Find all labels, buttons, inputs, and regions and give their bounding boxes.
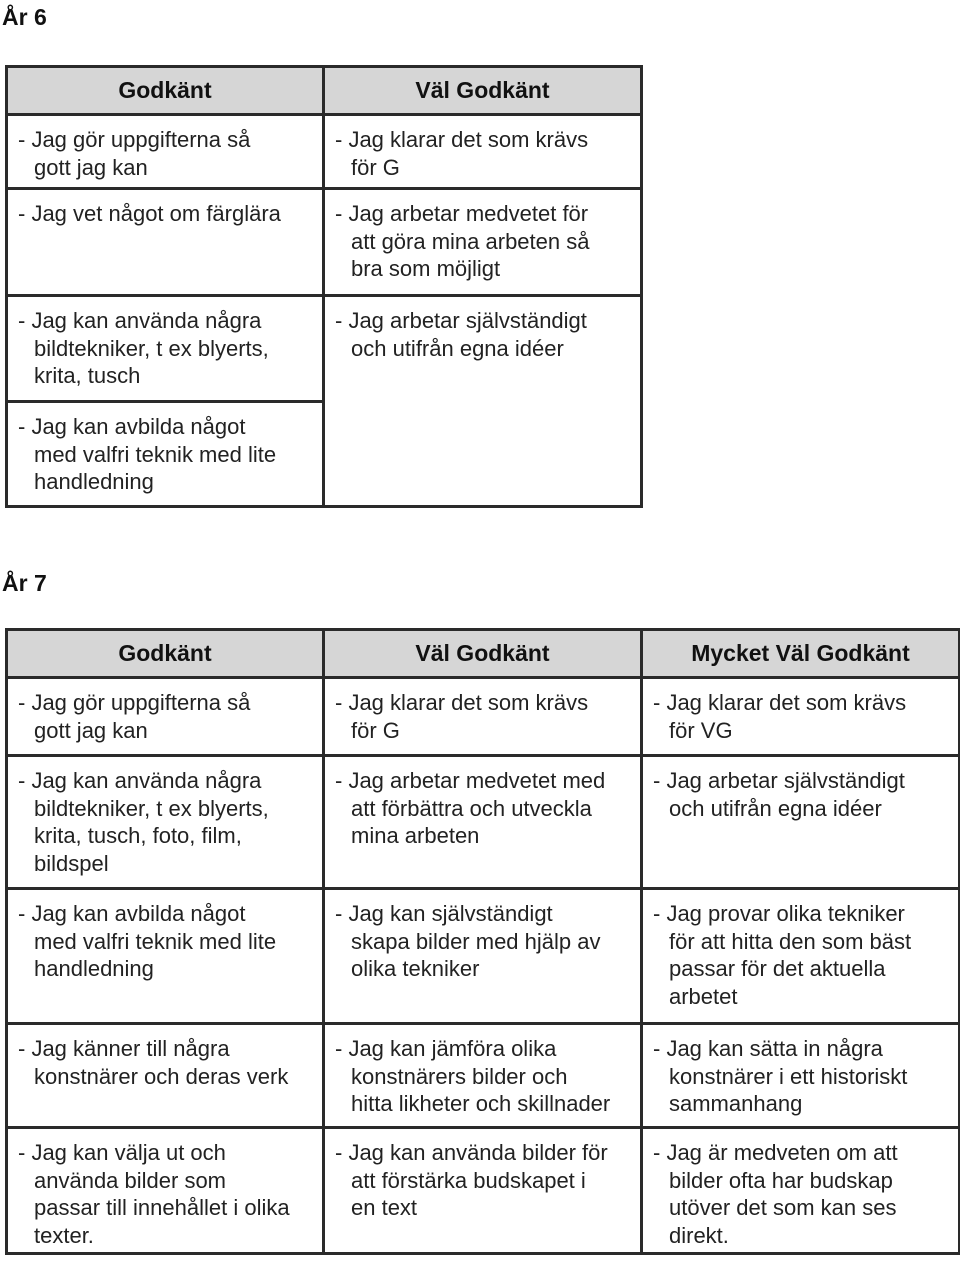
criterion-text: - Jag gör uppgifterna så gott jag kan [18,690,251,743]
table-row [7,1024,960,1128]
criterion-text: - Jag arbetar medvetet för att göra mina arbeten så bra som möjligt [335,201,590,281]
year7-heading: År 7 [2,570,47,596]
table-cell [7,115,324,189]
table-cell [324,1128,642,1254]
table-cell [324,756,642,889]
column-header-godkant: Godkänt [7,67,324,115]
criterion-text: - Jag kan avbilda något med valfri teknik med lite handledning [18,414,277,494]
criterion-text: - Jag vet något om färglära [18,201,281,226]
table-cell [7,756,324,889]
criterion-text: - Jag kan använda några bildtekniker, t ex blyerts, krita, tusch, foto, film, bildspel [18,768,269,876]
table-cell [7,1128,324,1254]
table-row [7,889,960,1024]
table-cell [7,189,324,296]
criterion-text: - Jag kan självständigt skapa bilder med hjälp av olika tekniker [335,901,601,981]
table-row [7,296,642,402]
criterion-text: - Jag provar olika tekniker för att hitta den som bäst passar för det aktuella arbetet [653,901,912,1009]
criterion-text: - Jag är medveten om att bilder ofta har budskap utöver det som kan ses direkt. [653,1140,898,1248]
criterion-text: - Jag kan välja ut och använda bilder som passar till innehållet i olika texter. [18,1140,290,1248]
criterion-text: - Jag kan sätta in några konstnärer i ett historiskt sammanhang [653,1036,908,1116]
table-cell [642,1128,960,1254]
table-cell [324,189,642,296]
year7-grade-table [5,628,960,1255]
criterion-text: - Jag arbetar självständigt och utifrån egna idéer [335,308,587,361]
header-row [7,630,960,678]
criterion-text: - Jag klarar det som krävs för VG [653,690,907,743]
column-header-val-godkant: Väl Godkänt [324,630,642,678]
criterion-text: - Jag kan använda några bildtekniker, t ex blyerts, krita, tusch [18,308,269,388]
table-cell [324,889,642,1024]
year6-grade-table [5,65,643,508]
header-row [7,67,642,115]
column-header-godkant: Godkänt [7,630,324,678]
criterion-text: - Jag klarar det som krävs för G [335,127,589,180]
table-row [7,1128,960,1254]
column-header-val-godkant: Väl Godkänt [324,67,642,115]
table-row [7,115,642,189]
criterion-text: - Jag kan använda bilder för att förstärka budskapet i en text [335,1140,608,1220]
table-cell [642,678,960,756]
table-cell [7,296,324,402]
table-cell [7,889,324,1024]
column-header-mycket-val-godkant: Mycket Väl Godkänt [642,630,960,678]
year6-heading: År 6 [2,4,47,30]
table-cell [324,115,642,189]
table-cell [642,756,960,889]
table-cell [324,678,642,756]
table-cell [642,889,960,1024]
criterion-text: - Jag kan jämföra olika konstnärers bilder och hitta likheter och skillnader [335,1036,611,1116]
criterion-text: - Jag arbetar medvetet med att förbättra och utveckla mina arbeten [335,768,606,848]
table-row [7,678,960,756]
table-cell [7,678,324,756]
table-cell [7,1024,324,1128]
table-row [7,189,642,296]
table-cell [324,1024,642,1128]
criterion-text: - Jag känner till några konstnärer och deras verk [18,1036,289,1089]
criterion-text: - Jag klarar det som krävs för G [335,690,589,743]
table-row [7,756,960,889]
criterion-text: - Jag kan avbilda något med valfri teknik med lite handledning [18,901,277,981]
table-cell [642,1024,960,1128]
table-cell [324,296,642,507]
criterion-text: - Jag arbetar självständigt och utifrån egna idéer [653,768,905,821]
table-cell [7,402,324,507]
criterion-text: - Jag gör uppgifterna så gott jag kan [18,127,251,180]
